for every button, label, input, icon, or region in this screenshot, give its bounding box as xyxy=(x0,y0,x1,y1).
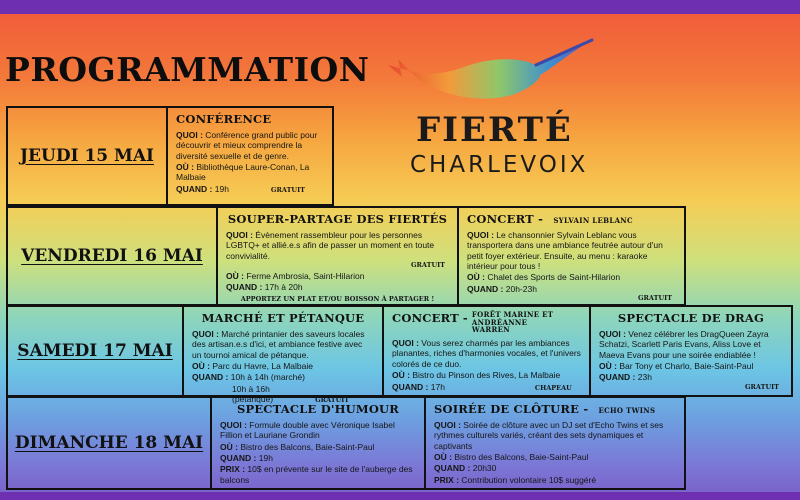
label-ou: OÙ : xyxy=(176,162,194,173)
event-quand-2: 10h à 16h (pétanque) xyxy=(232,383,274,405)
day-dimanche xyxy=(6,396,212,490)
logo-subtitle: CHARLEVOIX xyxy=(410,152,589,178)
label-ou: OÙ : xyxy=(220,441,238,452)
event-conference xyxy=(166,106,334,206)
event-title: SPECTACLE DE DRAG xyxy=(617,311,765,325)
label-quand: QUAND : xyxy=(220,453,257,464)
price-tag: GRATUIT xyxy=(744,382,779,391)
label-ou: OÙ : xyxy=(599,361,617,372)
label-ou: OÙ : xyxy=(467,272,485,283)
event-subtitle: FORÊT MARINE ET ANDRÉANNE WARREN xyxy=(471,310,554,335)
top-color-bar xyxy=(0,0,800,14)
event-ou: Ferme Ambrosia, Saint-Hilarion xyxy=(246,271,365,282)
label-quoi: QUOI : xyxy=(434,420,461,431)
event-ou: Bistro des Balcons, Baie-Saint-Paul xyxy=(240,441,375,452)
event-title: SOUPER-PARTAGE DES FIERTÉS xyxy=(227,212,448,226)
event-ou: Bar Tony et Charlo, Baie-Saint-Paul xyxy=(619,361,754,372)
bottom-color-bar xyxy=(0,492,800,500)
event-title: CONCERT xyxy=(392,311,459,325)
event-prix: 10$ en prévente sur le site de l'auberge des balcons xyxy=(220,464,413,485)
label-prix: PRIX : xyxy=(220,464,246,475)
event-quoi: Soirée de clôture avec un DJ set d'Echo Twins et ses rythmes culturels variés, créant des sets dynamiques et captivants xyxy=(434,420,664,451)
day-label: JEUDI 15 MAI xyxy=(20,146,154,166)
label-quand: QUAND : xyxy=(599,372,636,383)
event-drag xyxy=(589,305,793,397)
event-prix: Contribution volontaire 10$ suggéré xyxy=(461,474,597,485)
event-subtitle: SYLVAIN LEBLANC xyxy=(553,216,633,225)
label-ou: OÙ : xyxy=(226,271,244,282)
label-quand: QUAND : xyxy=(192,372,229,383)
day-jeudi xyxy=(6,106,168,206)
event-quand: 17h xyxy=(430,381,445,392)
price-tag: GRATUIT xyxy=(315,396,350,405)
label-quoi: QUOI : xyxy=(467,230,494,241)
event-title: CONCERT xyxy=(467,212,534,226)
event-title: SPECTACLE D'HUMOUR xyxy=(236,402,400,416)
event-quoi: Conférence grand public pour découvrir et mieux comprendre la diversité sexuelle et de genre. xyxy=(176,130,318,161)
price-tag: GRATUIT xyxy=(637,294,672,303)
label-quoi: QUOI : xyxy=(226,230,253,241)
event-ou: Bibliothèque Laure-Conan, La Malbaie xyxy=(176,162,310,183)
label-quand: QUAND : xyxy=(226,282,263,293)
event-humour xyxy=(210,396,426,490)
day-label: DIMANCHE 18 MAI xyxy=(14,433,204,453)
event-marche xyxy=(182,305,384,405)
event-quoi: Marché printanier des saveurs locales des artisan.e.s d'ici, et ambiance festive avec un tournoi amical de pétanque. xyxy=(192,329,365,360)
price-tag: GRATUIT xyxy=(270,185,305,194)
label-ou: OÙ : xyxy=(434,452,452,463)
event-ou: Parc du Havre, La Malbaie xyxy=(212,361,313,372)
event-quoi: Venez célébrer les DragQueen Zayra Schatzi, Scarlett Paris Evans, Aliss Love et Maeva Evans pour une soirée endiablée ! xyxy=(599,329,769,360)
event-quoi: Vous serez charmés par les ambiances planantes, riches d'harmonies vocales, et l'univers colorés de ce duo. xyxy=(392,338,581,369)
label-quoi: QUOI : xyxy=(192,329,219,340)
label-quand: QUAND : xyxy=(434,463,471,474)
event-ou: Bistro du Pinson des Rives, La Malbaie xyxy=(412,370,561,381)
label-quoi: QUOI : xyxy=(392,338,419,349)
label-ou: OÙ : xyxy=(192,361,210,372)
label-quand: QUAND : xyxy=(176,183,213,194)
label-quoi: QUOI : xyxy=(220,420,247,431)
label-prix: PRIX : xyxy=(434,474,460,485)
page-title: PROGRAMMATION xyxy=(5,50,370,89)
day-label: SAMEDI 17 MAI xyxy=(17,341,173,361)
event-quand: 10h à 14h (marché) xyxy=(230,372,305,383)
label-quoi: QUOI : xyxy=(176,130,203,141)
price-tag: CHAPEAU xyxy=(534,383,572,392)
event-quand: 20h30 xyxy=(472,463,497,474)
event-subtitle: ECHO TWINS xyxy=(598,406,656,415)
day-label: VENDREDI 16 MAI xyxy=(21,246,203,266)
event-concert-sylvain: CONCERT - SYLVAIN LEBLANC QUOI : Le chansonnier Sylvain Leblanc vous transportera dans une ambiance feutrée autour d'un petit foyer extérieur. Ensuite, au menu : karaoke intérieur pour tous ! OÙ : Chalet des Sports de Saint-Hilarion QUAND : 20h-23h GRATUIT xyxy=(457,206,686,306)
logo-title: FIERTÉ xyxy=(416,110,573,150)
price-tag: GRATUIT xyxy=(410,261,445,270)
event-concert-foret: CONCERT - FORÊT MARINE ET ANDRÉANNE WARREN QUOI : Vous serez charmés par les ambiances planantes, riches d'harmonies vocales, et l'univers colorés de ce duo. OÙ : Bistro du Pinson des Rives, La Malbaie QUAND : 17h CHAPEAU xyxy=(382,305,591,397)
label-quoi: QUOI : xyxy=(599,329,626,340)
event-ou: Chalet des Sports de Saint-Hilarion xyxy=(487,272,621,283)
event-quand: 20h-23h xyxy=(505,283,537,294)
event-cloture: SOIRÉE DE CLÔTURE - ECHO TWINS QUOI : Soirée de clôture avec un DJ set d'Echo Twins et ses rythmes culturels variés, créant des sets dynamiques et captivants OÙ : Bistro des Balcons, Baie-Saint-Paul QUAND : 20h30 PRIX : Contribution volontaire 10$ suggéré xyxy=(424,396,686,490)
label-ou: OÙ : xyxy=(392,370,410,381)
event-title: CONFÉRENCE xyxy=(176,112,272,126)
event-quoi: Formule double avec Véronique Isabel Fillion et Lauriane Grondin xyxy=(220,420,395,441)
event-quand: 23h xyxy=(637,372,652,383)
event-quoi: Évènement rassembleur pour les personnes LGBTQ+ et allié.e.s afin de passer un moment en toute convivialité. xyxy=(226,230,435,261)
event-ou: Bistro des Balcons, Baie-Saint-Paul xyxy=(454,452,589,463)
event-quoi: Le chansonnier Sylvain Leblanc vous transportera dans une ambiance feutrée autour d'un petit foyer extérieur. Ensuite, au menu : karaoke intérieur pour tous ! xyxy=(467,230,663,272)
label-quand: QUAND : xyxy=(392,381,429,392)
event-quand: 19h xyxy=(258,453,273,464)
event-quand: 17h à 20h xyxy=(264,282,303,293)
narwhal-logo-icon xyxy=(380,35,600,115)
day-samedi xyxy=(6,305,184,397)
label-quand: QUAND : xyxy=(467,283,504,294)
event-title: MARCHÉ ET PÉTANQUE xyxy=(201,311,365,325)
event-quand: 19h xyxy=(214,183,229,194)
event-title: SOIRÉE DE CLÔTURE xyxy=(434,402,580,416)
event-note: APPORTEZ UN PLAT ET/OU BOISSON À PARTAGER ! xyxy=(240,294,435,303)
day-vendredi xyxy=(6,206,218,306)
event-souper xyxy=(216,206,459,306)
